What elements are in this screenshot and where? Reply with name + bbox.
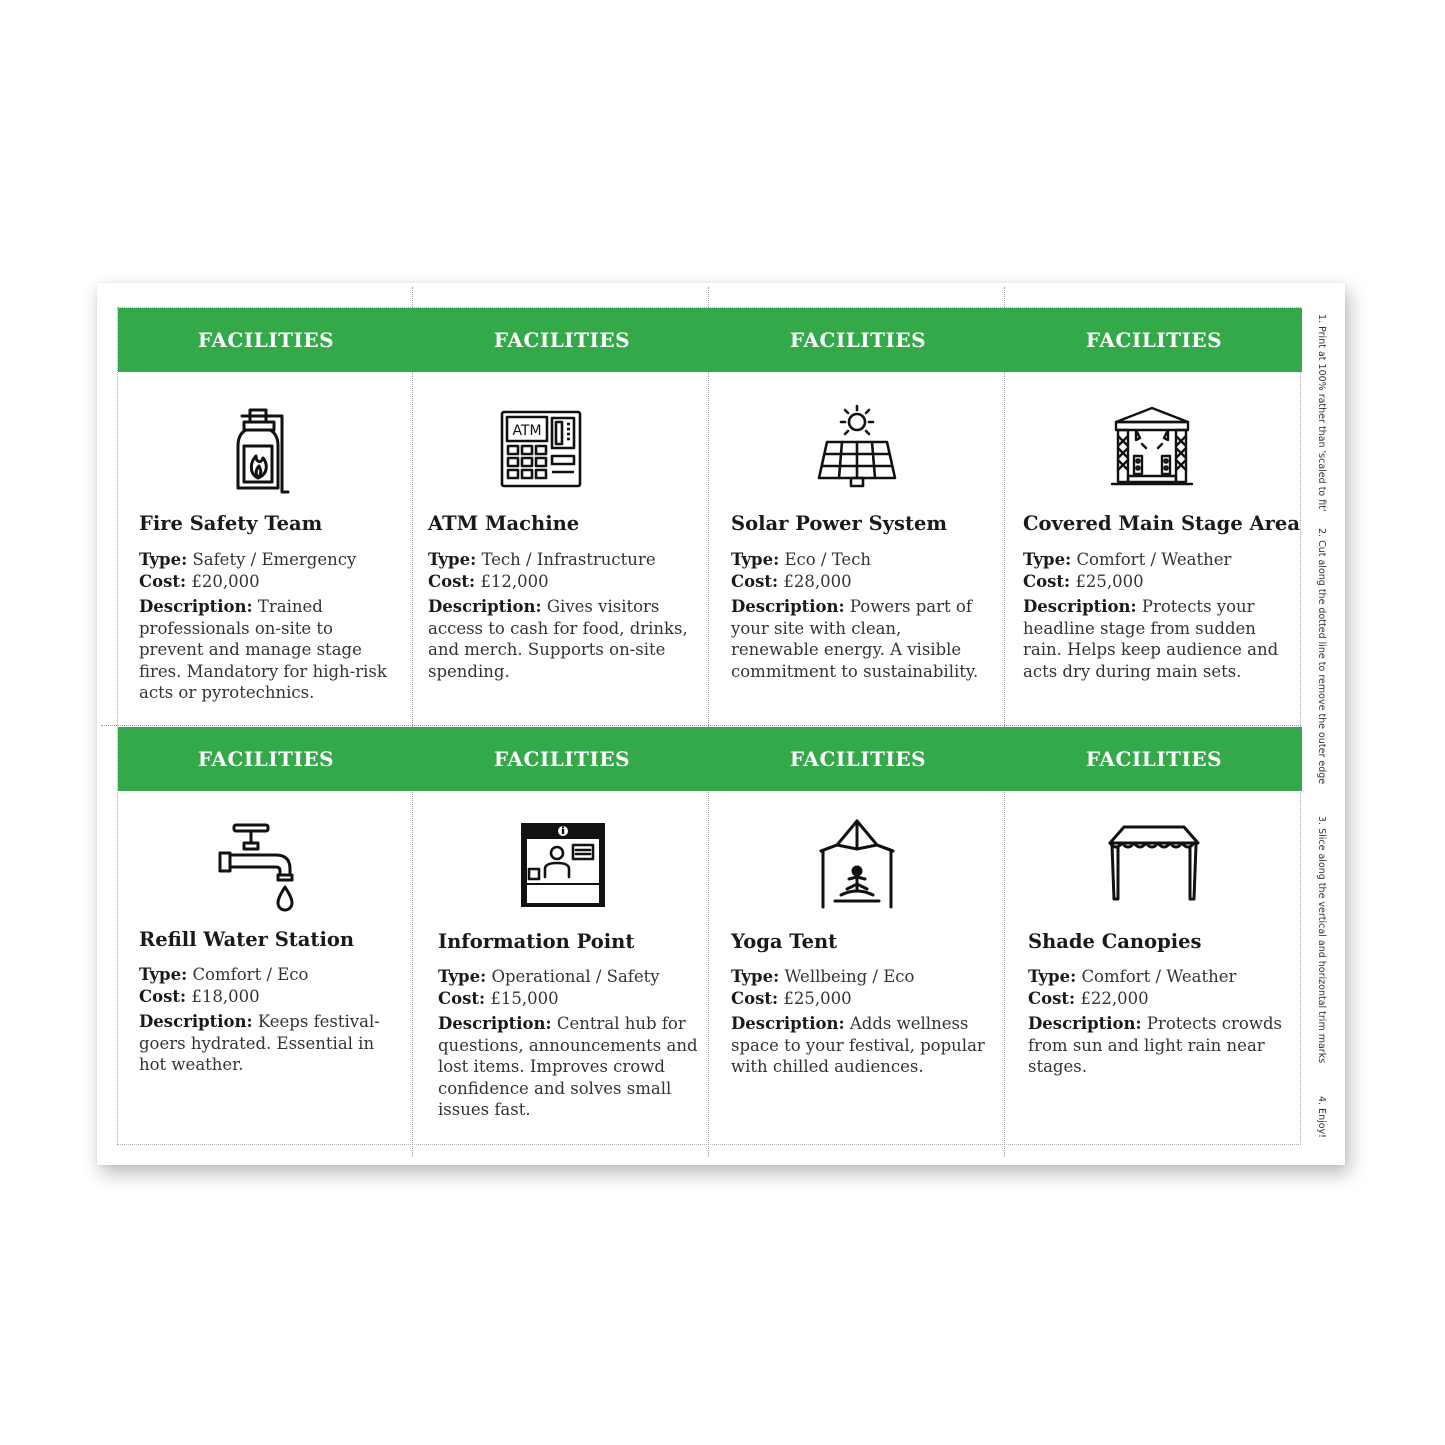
facility-card — [118, 308, 414, 727]
card-cost: £22,000 — [1080, 988, 1149, 1008]
facility-card — [414, 727, 710, 1146]
card-header: FACILITIES — [710, 727, 1006, 791]
covered-stage-icon — [1102, 400, 1202, 500]
card-info: Type: Comfort / Weather Cost: £25,000 Description: Protects your headline stage from sudden rain. Helps keep audience and acts dry during main sets. — [1023, 550, 1279, 681]
card-info: Type: Eco / Tech Cost: £28,000 Description: Powers part of your site with clean, renewable energy. A visible commitment to sustainability. — [731, 550, 979, 681]
card-header: FACILITIES — [414, 308, 710, 372]
card-description: Trained professionals on-site to prevent and manage stage fires. Mandatory for high-risk acts or pyrotechnics. — [139, 597, 387, 702]
card-header: FACILITIES — [710, 308, 1006, 372]
card-description: Gives visitors access to cash for food, drinks, and merch. Supports on-site spending. — [428, 597, 688, 681]
facility-card — [1006, 308, 1302, 727]
card-type: Comfort / Weather — [1076, 550, 1232, 569]
card-title: Shade Canopies — [1028, 930, 1202, 953]
card-description: Central hub for questions, announcements and lost items. Improves crowd confidence and solves small issues fast. — [438, 1014, 698, 1119]
card-info: Type: Comfort / Weather Cost: £22,000 Description: Protects crowds from sun and light rain near stages. — [1028, 967, 1282, 1076]
card-info: Type: Comfort / Eco Cost: £18,000 Description: Keeps festival-goers hydrated. Essential in hot weather. — [139, 965, 380, 1074]
card-header: FACILITIES — [414, 727, 710, 791]
card-sheet — [97, 283, 1345, 1165]
instruction-step: 3. Slice along the vertical and horizontal trim marks — [1316, 816, 1327, 1064]
card-description: Keeps festival-goers hydrated. Essential in hot weather. — [139, 1012, 380, 1074]
facility-card — [710, 727, 1006, 1146]
card-cost: £25,000 — [783, 988, 852, 1008]
card-type: Tech / Infrastructure — [481, 550, 656, 569]
card-cost: £15,000 — [490, 988, 559, 1008]
card-info: Type: Tech / Infrastructure Cost: £12,000 Description: Gives visitors access to cash for food, drinks, and merch. Supports on-site spending. — [428, 550, 688, 681]
instruction-step: 1. Print at 100% rather than 'scaled to fit' — [1316, 314, 1327, 512]
card-cost: £20,000 — [191, 571, 260, 591]
svg-text:ATM: ATM — [512, 423, 542, 439]
card-title: Refill Water Station — [139, 928, 355, 951]
water-tap-icon — [216, 817, 316, 917]
yoga-tent-icon — [807, 815, 907, 915]
card-header: FACILITIES — [118, 308, 414, 372]
card-title: Fire Safety Team — [139, 512, 323, 535]
card-description: Protects crowds from sun and light rain near stages. — [1028, 1014, 1282, 1076]
card-header: FACILITIES — [1006, 727, 1302, 791]
card-description: Protects your headline stage from sudden rain. Helps keep audience and acts dry during main sets. — [1023, 597, 1279, 681]
information-booth-icon — [513, 817, 613, 917]
card-type: Eco / Tech — [784, 550, 872, 569]
card-type: Comfort / Weather — [1081, 967, 1237, 986]
card-title: Covered Main Stage Area — [1023, 512, 1300, 535]
solar-panel-icon — [807, 400, 907, 500]
card-title: Information Point — [438, 930, 635, 953]
card-grid — [117, 307, 1301, 1145]
card-cost: £28,000 — [783, 571, 852, 591]
card-header: FACILITIES — [1006, 308, 1302, 372]
card-type: Operational / Safety — [491, 967, 660, 986]
card-description: Powers part of your site with clean, renewable energy. A visible commitment to sustainability. — [731, 597, 979, 681]
card-info: Type: Wellbeing / Eco Cost: £25,000 Description: Adds wellness space to your festival, popular with chilled audiences. — [731, 967, 985, 1076]
facility-card — [118, 727, 414, 1146]
facility-card — [1006, 727, 1302, 1146]
card-info: Type: Operational / Safety Cost: £15,000 Description: Central hub for questions, announcements and lost items. Improves crowd confidence and solves small issues fast. — [438, 967, 698, 1119]
card-cost: £18,000 — [191, 986, 260, 1006]
card-title: ATM Machine — [428, 512, 580, 535]
card-title: Yoga Tent — [731, 930, 838, 953]
card-type: Safety / Emergency — [192, 550, 357, 569]
card-cost: £25,000 — [1075, 571, 1144, 591]
card-description: Adds wellness space to your festival, popular with chilled audiences. — [731, 1014, 985, 1076]
instructions — [1312, 310, 1336, 1140]
canopy-icon — [1104, 815, 1204, 915]
card-info: Type: Safety / Emergency Cost: £20,000 Description: Trained professionals on-site to prevent and manage stage fires. Mandatory for high-risk acts or pyrotechnics. — [139, 550, 387, 702]
atm-icon — [492, 400, 592, 500]
card-type: Comfort / Eco — [192, 965, 309, 984]
card-header: FACILITIES — [118, 727, 414, 791]
card-cost: £12,000 — [480, 571, 549, 591]
card-title: Solar Power System — [731, 512, 948, 535]
fire-extinguisher-icon — [218, 400, 318, 500]
card-type: Wellbeing / Eco — [784, 967, 915, 986]
instruction-step: 2. Cut along the dotted line to remove the outer edge — [1316, 528, 1327, 785]
facility-card — [414, 308, 710, 727]
facility-card — [710, 308, 1006, 727]
instruction-step: 4. Enjoy! — [1316, 1096, 1327, 1138]
